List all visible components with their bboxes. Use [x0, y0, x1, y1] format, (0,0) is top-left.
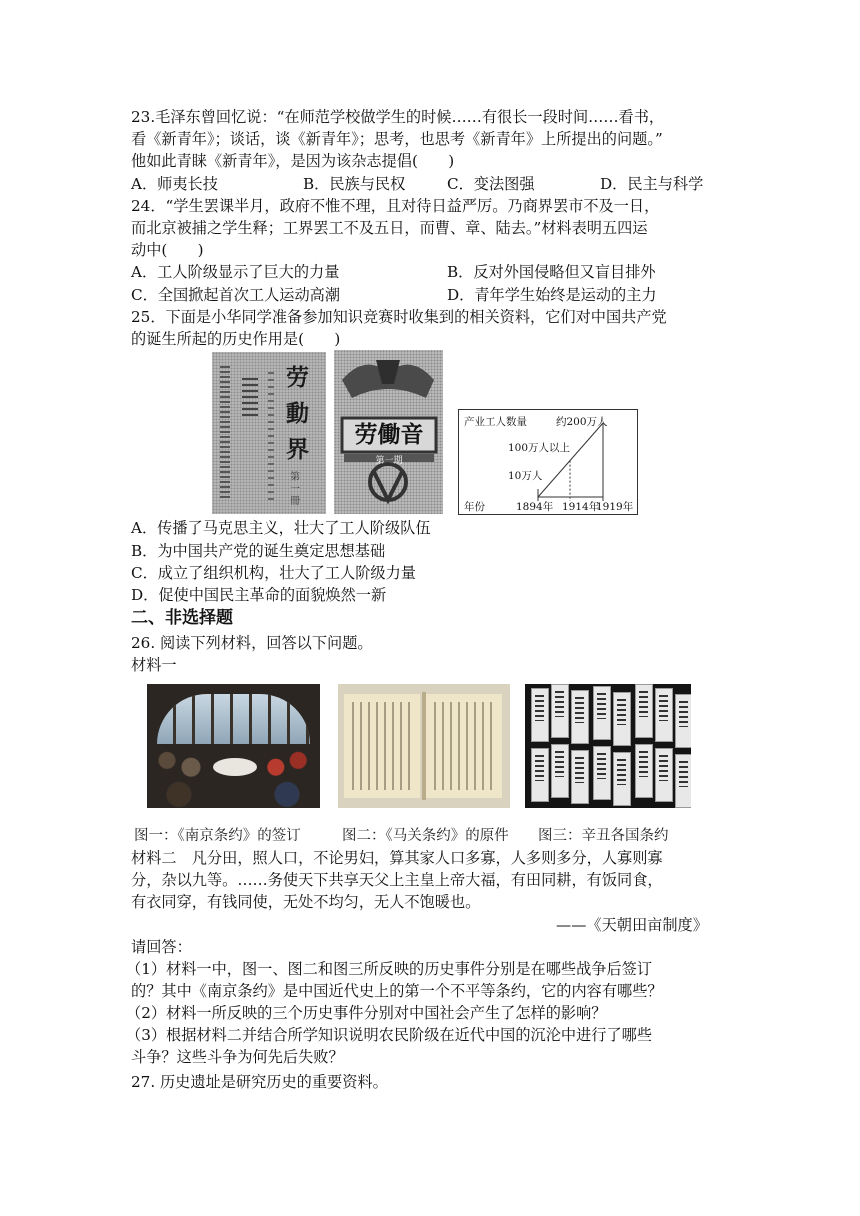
boxer-protocol-photo [525, 684, 691, 808]
q26-material1-label: 材料一 [131, 656, 177, 674]
booklet-label [597, 753, 606, 779]
booklet-label [659, 695, 668, 721]
q23-option-a: A．师夷长技 [131, 175, 218, 193]
q25-option-a: A．传播了马克思主义，壮大了工人阶级队伍 [131, 519, 431, 537]
q26-question-line-5: 斗争？这些斗争为何先后失败？ [131, 1048, 344, 1066]
booklet-label [679, 761, 688, 787]
booklet-cover [675, 754, 691, 808]
booklet-cover [655, 748, 673, 802]
q23-option-d: D．民主与科学 [600, 175, 704, 193]
chart-category-label-3: 1919年 [596, 501, 634, 513]
q24-option-d: D．青年学生始终是运动的主力 [447, 286, 657, 304]
booklet-cover [635, 744, 653, 798]
booklet-label [617, 759, 626, 785]
booklet-label [679, 701, 688, 727]
chart-category-label-1: 1894年 [516, 501, 554, 513]
booklet-cover [655, 688, 673, 742]
booklet-cover [593, 746, 611, 800]
q26-question-line-3: （2）材料一所反映的三个历史事件分别对中国社会产生了怎样的影响？ [126, 1004, 607, 1022]
q26-question-line-2: 的？其中《南京条约》是中国近代史上的第一个不平等条约，它的内容有哪些？ [131, 982, 663, 1000]
q24-line-1: 24．“学生罢课半月，政府不惟不理，且对待日益严厉。乃商界罢市不及一日， [131, 197, 660, 215]
q26-question-line-4: （3）根据材料二并结合所学知识说明农民阶级在近代中国的沉沦中进行了哪些 [126, 1026, 653, 1044]
q26-intro: 26. 阅读下列材料，回答以下问题。 [131, 634, 373, 652]
magazine-laodongjie-title: 劳動界 [286, 364, 309, 463]
q25-option-c: C．成立了组织机构，壮大了工人阶级力量 [131, 564, 416, 582]
booklet-label [575, 697, 584, 723]
booklet-label [639, 751, 648, 777]
booklet-cover [675, 694, 691, 748]
booklet-label [639, 691, 648, 717]
booklet-label [535, 695, 544, 721]
q26-material2-source: ——《天朝田亩制度》 [556, 916, 708, 934]
chart-value-label-1: 10万人 [508, 470, 543, 482]
booklet-cover [551, 684, 569, 738]
caption-figure-3: 图三：辛丑各国条约 [538, 828, 669, 844]
caption-figure-1: 图一：《南京条约》的签订 [134, 828, 301, 844]
magazine-laodongjie-image [212, 352, 326, 514]
q24-option-b: B．反对外国侵略但又盲目排外 [447, 263, 656, 281]
magazine-laodongjie-sub: 第一冊 [290, 472, 300, 507]
booklet-cover [635, 684, 653, 738]
booklet-label [659, 755, 668, 781]
booklet-label [555, 691, 564, 717]
booklet-label [597, 693, 606, 719]
q24-line-2: 而北京被捕之学生释；工界罢工不及五日，而曹、章、陆去。”材料表明五四运 [131, 219, 648, 237]
nanjing-treaty-painting [147, 684, 320, 808]
q25-line-1: 25．下面是小华同学准备参加知识竞赛时收集到的相关资料，它们对中国共产党 [131, 308, 667, 326]
chart-ylabel: 产业工人数量 [464, 416, 527, 428]
worker-count-chart [458, 409, 638, 515]
q26-material2-line-1: 材料二 凡分田，照人口，不论男妇，算其家人口多寡，人多则多分，人寡则寡 [131, 849, 663, 867]
chart-xlabel: 年份 [464, 501, 485, 513]
booklet-label [535, 755, 544, 781]
booklet-label [575, 757, 584, 783]
magazine-laodongyin-title: 劳働音 [354, 421, 424, 448]
shimonoseki-treaty-document [338, 684, 510, 808]
booklet-cover [593, 686, 611, 740]
section-title: 二、非选择题 [131, 608, 233, 628]
q27-intro: 27. 历史遗址是研究历史的重要资料。 [131, 1073, 388, 1091]
q25-line-2: 的诞生所起的历史作用是( ) [131, 330, 341, 348]
q23-line-2: 看《新青年》；谈话，谈《新青年》；思考，也思考《新青年》上所提出的问题。” [131, 130, 663, 148]
q23-option-b: B．民族与民权 [303, 175, 406, 193]
booklet-label [555, 751, 564, 777]
chart-category-label-2: 1914年 [562, 501, 600, 513]
booklet-cover [571, 750, 589, 804]
booklet-cover [613, 692, 631, 746]
q26-material2-line-3: 有衣同穿，有钱同使，无处不均匀，无人不饱暖也。 [131, 893, 481, 911]
caption-figure-2: 图二：《马关条约》的原件 [342, 828, 509, 844]
booklet-cover [571, 690, 589, 744]
q26-question-line-1: （1）材料一中，图一、图二和图三所反映的历史事件分别是在哪些战争后签订 [126, 960, 653, 978]
q24-option-a: A．工人阶级显示了巨大的力量 [131, 263, 340, 281]
booklet-label [617, 699, 626, 725]
q23-option-c: C．变法图强 [447, 175, 535, 193]
booklet-cover [531, 688, 549, 742]
q25-option-d: D．促使中国民主革命的面貌焕然一新 [131, 586, 387, 604]
magazine-laodongyin-image [334, 350, 443, 514]
q23-line-3: 他如此青睐《新青年》，是因为该杂志提倡( ) [131, 152, 455, 170]
magazine-laodongyin-sub: 第一期 [375, 456, 403, 466]
chart-value-label-3: 约200万人 [556, 416, 608, 428]
q26-ask: 请回答： [131, 938, 192, 956]
worker-chart-svg [458, 409, 638, 515]
q26-material2-line-2: 分，杂以九等。……务使天下共享天父上主皇上帝大福，有田同耕，有饭同食， [131, 871, 663, 889]
booklet-cover [613, 752, 631, 806]
q23-line-1: 23.毛泽东曾回忆说：“在师范学校做学生的时候……有很长一段时间……看书， [131, 108, 665, 126]
chart-value-label-2: 100万人以上 [508, 442, 571, 454]
q24-line-3: 动中( ) [131, 241, 204, 259]
q25-option-b: B．为中国共产党的诞生奠定思想基础 [131, 542, 386, 560]
q24-option-c: C．全国掀起首次工人运动高潮 [131, 286, 341, 304]
booklet-cover [551, 744, 569, 798]
booklet-cover [531, 748, 549, 802]
